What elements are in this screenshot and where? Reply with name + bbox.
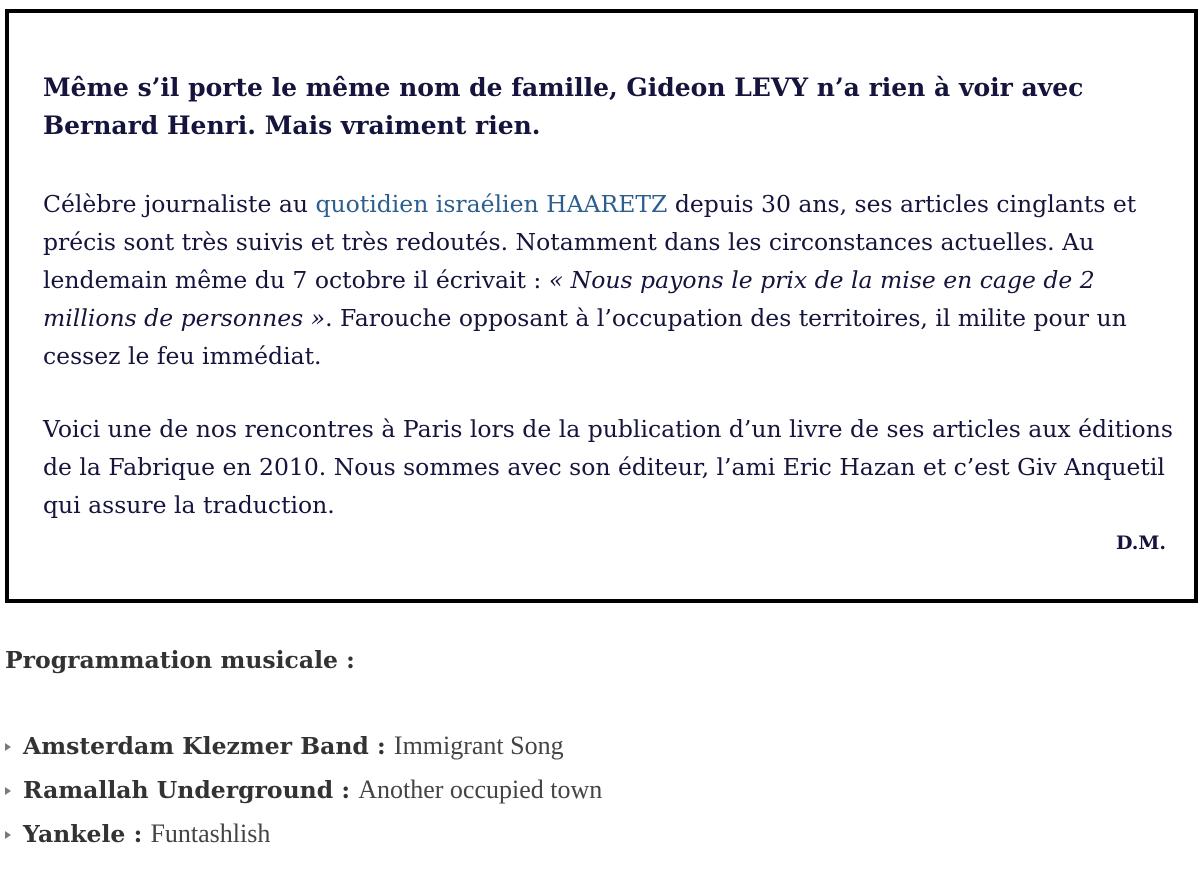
track-artist: Amsterdam Klezmer Band	[23, 732, 369, 760]
levy-quote: « Nous payons le prix de la mise en cage de 2 millions de personnes »	[43, 266, 1095, 332]
intro-end-text: . Farouche opposant à l’occupation des territoires, il milite pour un cessez le feu immédiat.	[43, 304, 1127, 370]
intro-body-text: depuis 30 ans, ses articles cinglants et précis sont très suivis et très redoutés. Notamment dans les circonstances actuelles. Au lendemain même du 7 octobre il écrivait :	[43, 190, 1137, 294]
track-list	[0, 726, 602, 858]
meeting-paragraph: Voici une de nos rencontres à Paris lors de la publication d’un livre de ses articles aux éditions de la Fabrique en 2010. Nous sommes avec son éditeur, l’ami Eric Hazan et c’est Giv Anquetil qui assure la traduction.	[43, 415, 1173, 519]
track-separator: :	[368, 732, 394, 760]
track-item	[0, 726, 602, 770]
intro-lead-text: Célèbre journaliste au	[43, 190, 316, 218]
track-artist: Yankele	[23, 820, 126, 848]
author-signature: D.M.	[1115, 532, 1166, 554]
track-separator: :	[125, 820, 151, 848]
track-song: Immigrant Song	[393, 731, 564, 760]
bullet-triangle-icon	[5, 743, 11, 751]
bullet-triangle-icon	[5, 787, 11, 795]
article-headline: Même s’il porte le même nom de famille, Gideon LEVY n’a rien à voir avec Bernard Henri. Mais vraiment rien.	[43, 73, 1084, 140]
haaretz-link[interactable]: quotidien israélien HAARETZ	[315, 190, 668, 218]
track-song: Funtashlish	[150, 819, 271, 848]
track-item	[0, 770, 602, 814]
track-song: Another occupied town	[358, 775, 603, 804]
track-separator: :	[333, 776, 359, 804]
programmation-title: Programmation musicale :	[5, 646, 355, 674]
intro-paragraph	[43, 185, 1178, 375]
article-box	[5, 9, 1198, 603]
bullet-triangle-icon	[5, 831, 11, 839]
track-item	[0, 814, 602, 858]
track-artist: Ramallah Underground	[23, 776, 334, 804]
